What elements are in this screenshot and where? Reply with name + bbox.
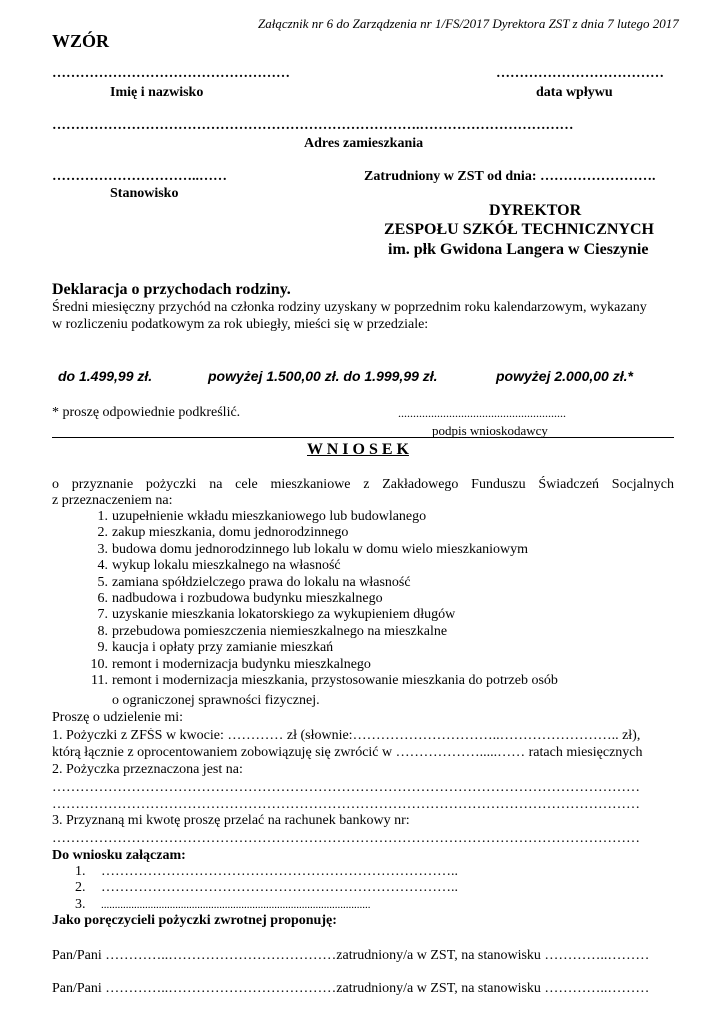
purpose-item-text: budowa domu jednorodzinnego lub lokalu w domu wielo mieszkaniowym bbox=[112, 541, 529, 557]
purpose-label: 2. Pożyczka przeznaczona jest na: bbox=[52, 762, 243, 777]
attachment-number: 1. bbox=[75, 864, 86, 879]
purpose-item-text: wykup lokalu mieszkalnego na własność bbox=[112, 558, 341, 574]
purpose-item bbox=[70, 525, 558, 541]
purpose-item bbox=[70, 542, 558, 558]
attachment-field[interactable]: .................................................................................................. bbox=[101, 899, 371, 911]
guarantor-1-line[interactable]: Pan/Pani …………..………………………………zatrudniony/a w ZST, na stanowisku …………..……… bbox=[52, 948, 650, 963]
address-field[interactable]: …………………………………………………………………….…………………………… bbox=[52, 118, 574, 133]
purpose-item bbox=[70, 509, 558, 525]
purpose-item-text: zamiana spółdzielczego prawa do lokalu na własność bbox=[112, 574, 411, 590]
purpose-item-number: 9. bbox=[97, 640, 108, 656]
purpose-item-number: 2. bbox=[97, 525, 108, 541]
position-label: Stanowisko bbox=[110, 186, 179, 201]
attachment-number: 2. bbox=[75, 880, 86, 895]
purpose-item bbox=[70, 591, 558, 607]
purpose-item-number: 5. bbox=[97, 574, 108, 590]
account-field[interactable]: ……………………………………………………………………………………………………………… bbox=[52, 831, 640, 846]
position-field[interactable]: …………………………..…… bbox=[52, 169, 227, 184]
purpose-item-number: 3. bbox=[97, 541, 108, 557]
purpose-item-number: 10. bbox=[90, 656, 108, 672]
section-divider bbox=[52, 437, 674, 438]
purpose-item-text: uzyskanie mieszkania lokatorskiego za wykupieniem długów bbox=[112, 607, 456, 623]
purpose-item bbox=[70, 558, 558, 574]
purpose-item-text: zakup mieszkania, domu jednorodzinnego bbox=[112, 525, 349, 541]
purpose-item-number: 4. bbox=[97, 558, 108, 574]
income-option-3[interactable]: powyżej 2.000,00 zł.* bbox=[496, 368, 633, 384]
account-label: 3. Przyznaną mi kwotę proszę przelać na rachunek bankowy nr: bbox=[52, 813, 410, 828]
addressee-line3: im. płk Gwidona Langera w Cieszynie bbox=[388, 241, 649, 258]
purpose-item-text: nadbudowa i rozbudowa budynku mieszkalnego bbox=[112, 591, 383, 607]
purpose-item-text: remont i modernizacja budynku mieszkalnego bbox=[112, 656, 371, 672]
employed-since-field[interactable]: Zatrudniony w ZST od dnia: ……………………. bbox=[364, 169, 656, 184]
purpose-item-number: 11. bbox=[91, 673, 108, 689]
purpose-item bbox=[70, 607, 558, 623]
declaration-text-line1: Średni miesięczny przychód na członka rodziny uzyskany w poprzednim roku kalendarzowym, wykazany bbox=[52, 300, 647, 315]
income-option-2[interactable]: powyżej 1.500,00 zł. do 1.999,99 zł. bbox=[208, 368, 438, 384]
purpose-item-number: 8. bbox=[97, 623, 108, 639]
attachments-title: Do wniosku załączam: bbox=[52, 848, 186, 863]
purpose-item-text: uzupełnienie wkładu mieszkaniowego lub budowlanego bbox=[112, 509, 427, 524]
purpose-item-11-cont: o ograniczonej sprawności fizycznej. bbox=[112, 693, 320, 708]
name-field[interactable]: …………………………………………… bbox=[52, 66, 290, 81]
footnote: * proszę odpowiednie podkreślić. bbox=[52, 405, 241, 420]
guarantor-2-line[interactable]: Pan/Pani …………..………………………………zatrudniony/a w ZST, na stanowisku …………..……… bbox=[52, 981, 650, 996]
purpose-field-1[interactable]: ……………………………………………………………………………………………………………… bbox=[52, 780, 640, 795]
header-note: Załącznik nr 6 do Zarządzenia nr 1/FS/2017 Dyrektora ZST z dnia 7 lutego 2017 bbox=[258, 16, 679, 31]
purpose-item bbox=[70, 575, 558, 591]
name-label: Imię i nazwisko bbox=[110, 85, 204, 100]
loan-installments-line[interactable]: którą łącznie z oprocentowaniem zobowiązuję się zwrócić w ……………….....…… ratach miesięcznych bbox=[52, 745, 643, 760]
wniosek-title: W N I O S E K bbox=[307, 441, 409, 458]
wniosek-intro-line2: z przeznaczeniem na: bbox=[52, 493, 173, 508]
address-label: Adres zamieszkania bbox=[304, 136, 424, 151]
purpose-item-text: remont i modernizacja mieszkania, przystosowanie mieszkania do potrzeb osób bbox=[112, 673, 558, 689]
guarantors-title: Jako poręczycieli pożyczki zwrotnej proponuję: bbox=[52, 913, 337, 928]
signature-field[interactable]: ........................................................ bbox=[398, 406, 566, 420]
wniosek-intro-line1: o przyznanie pożyczki na cele mieszkaniowe z Zakładowego Funduszu Świadczeń Socjalnych bbox=[52, 477, 674, 492]
signature-label: podpis wnioskodawcy bbox=[432, 423, 548, 438]
purpose-item bbox=[70, 673, 558, 689]
attachment-field[interactable]: ………………………………………………………………….. bbox=[101, 864, 458, 879]
request-label: Proszę o udzielenie mi: bbox=[52, 710, 184, 725]
purpose-item-number: 1. bbox=[97, 509, 108, 524]
purpose-item bbox=[70, 657, 558, 673]
declaration-title: Deklaracja o przychodach rodziny. bbox=[52, 281, 291, 298]
attachment-field[interactable]: ………………………………………………………………….. bbox=[101, 880, 458, 895]
addressee-line2: ZESPOŁU SZKÓŁ TECHNICZNYCH bbox=[384, 221, 654, 238]
date-field[interactable]: ……………………………… bbox=[496, 66, 664, 81]
loan-amount-line[interactable]: 1. Pożyczki z ZFŚS w kwocie: ………… zł (słownie:…………………………..…………………….. zł), bbox=[52, 728, 641, 743]
purpose-item-number: 7. bbox=[97, 607, 108, 623]
purpose-item-text: przebudowa pomieszczenia niemieszkalnego na mieszkalne bbox=[112, 623, 448, 639]
attachment-number: 3. bbox=[75, 897, 86, 912]
purpose-list bbox=[70, 509, 558, 689]
purpose-item bbox=[70, 640, 558, 656]
declaration-text-line2: w rozliczeniu podatkowym za rok ubiegły, mieści się w przedziale: bbox=[52, 317, 429, 332]
purpose-item-text: kaucja i opłaty przy zamianie mieszkań bbox=[112, 640, 334, 656]
date-label: data wpływu bbox=[536, 85, 613, 100]
purpose-field-2[interactable]: ……………………………………………………………………………………………………………… bbox=[52, 797, 640, 812]
form-label-wzor: WZÓR bbox=[52, 31, 110, 51]
addressee-line1: DYREKTOR bbox=[489, 202, 582, 219]
purpose-item bbox=[70, 624, 558, 640]
purpose-item-number: 6. bbox=[97, 591, 108, 607]
income-option-1[interactable]: do 1.499,99 zł. bbox=[58, 368, 153, 384]
